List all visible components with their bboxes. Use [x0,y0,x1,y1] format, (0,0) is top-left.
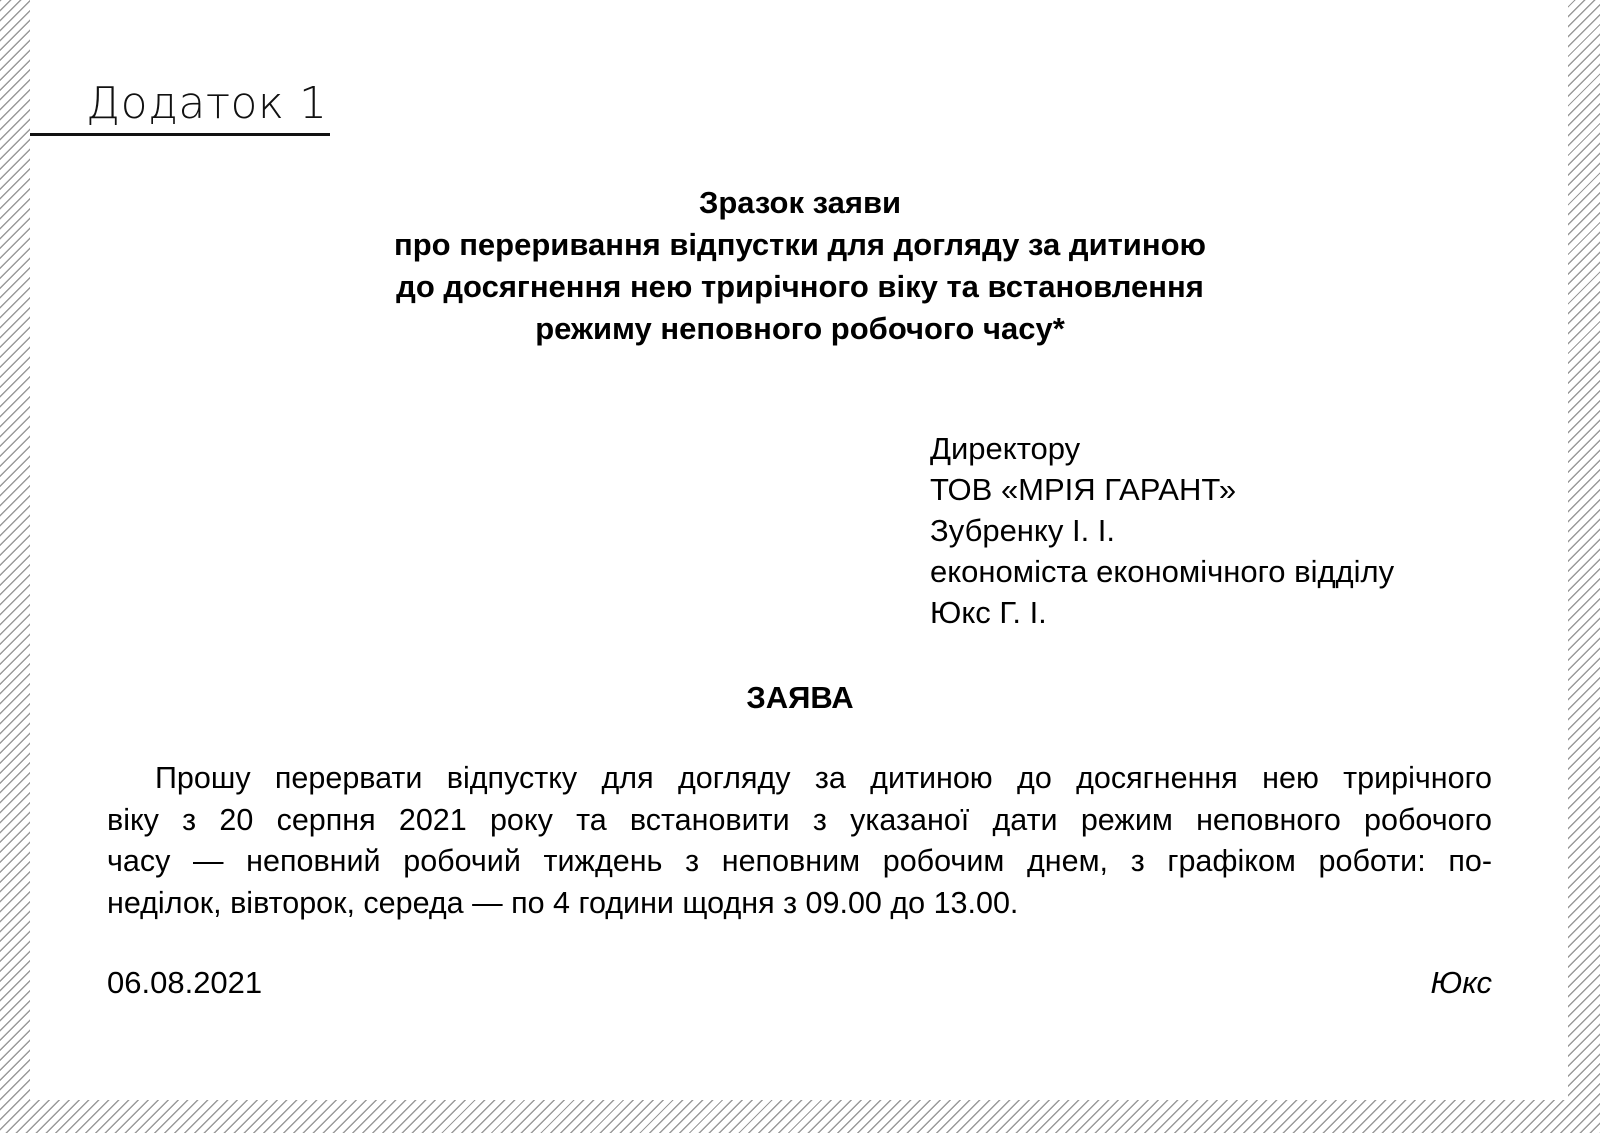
body-line: неділок, вівторок, середа — по 4 години щодня з 09.00 до 13.00. [107,885,1019,920]
title-line: режиму неповного робочого часу* [535,311,1065,346]
addressee-block [930,428,1394,633]
statement-heading: ЗАЯВА [746,680,854,715]
addressee-line: ТОВ «МРІЯ ГАРАНТ» [930,472,1237,507]
addressee-line: Зубренку І. І. [930,513,1116,548]
addressee-line: Юкс Г. І. [930,595,1047,630]
title-line: про переривання відпустки для догляду за дитиною [393,227,1206,262]
addressee-line: економіста економічного відділу [930,554,1395,589]
statement-date: 06.08.2021 [107,965,263,1000]
body-line: часу — неповний робочий тиждень з неповним робочим днем, з графіком роботи: по- [107,844,1492,878]
title-line: Зразок заяви [698,185,902,220]
appendix-label: Додаток 1 [86,78,328,129]
body-line: віку з 20 серпня 2021 року та встановити з указаної дати режим неповного робочого [107,802,1492,837]
body-line: Прошу перервати відпустку для догляду за дитиною до досягнення нею трирічного [155,761,1492,795]
title-line: до досягнення нею трирічного віку та встановлення [396,269,1204,304]
signature: Юкс [1430,965,1492,1000]
appendix-underline [30,133,330,136]
addressee-line: Директору [930,431,1081,466]
document-title [200,182,1400,350]
statement-body [107,758,1492,924]
